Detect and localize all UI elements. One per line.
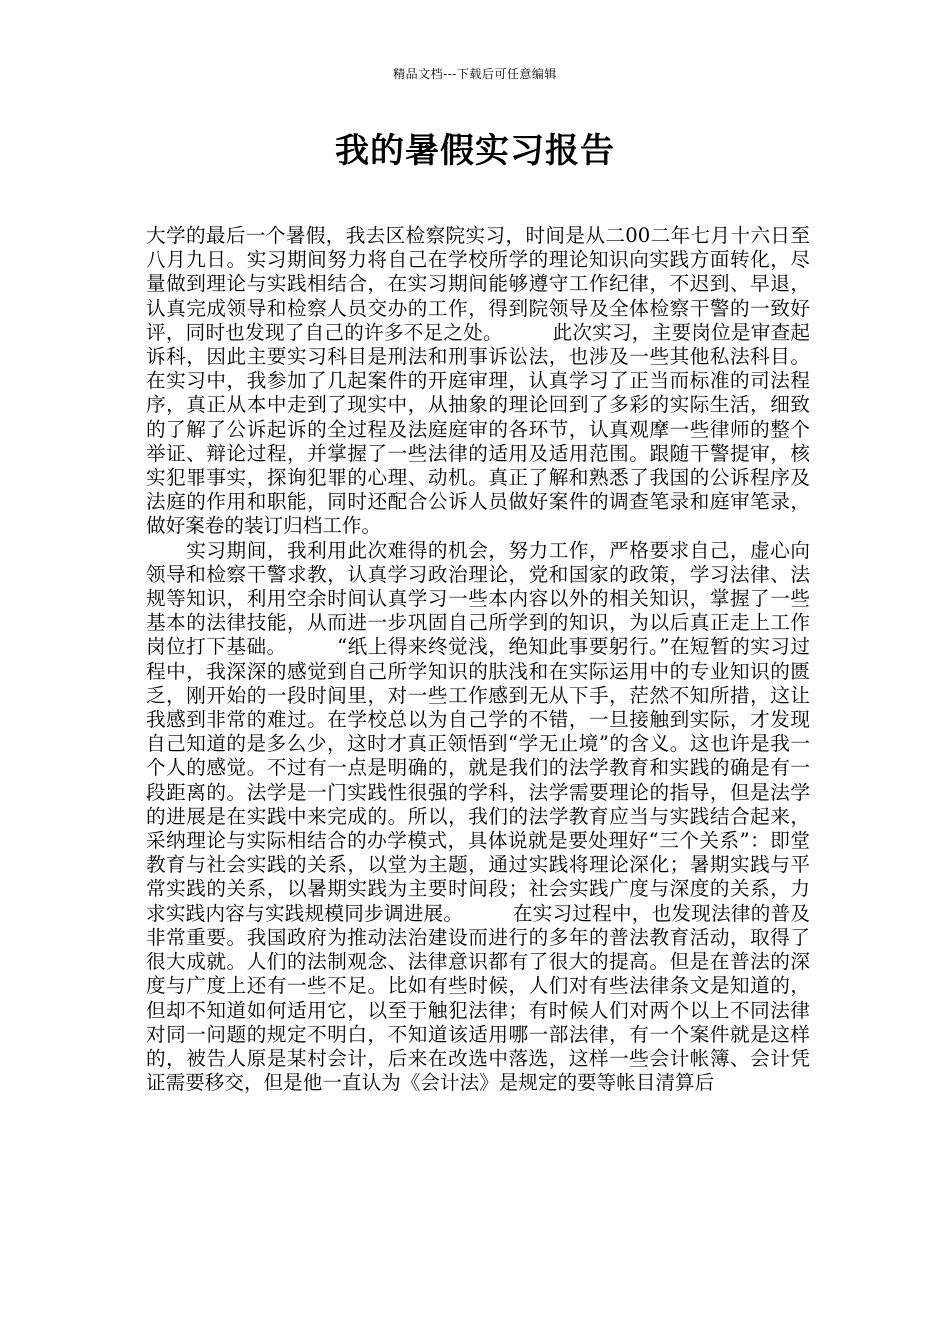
header-note: 精品文档---下载后可任意编辑 bbox=[393, 67, 557, 81]
document-body: 大学的最后一个暑假，我去区检察院实习，时间是从二00二年七月十六日至八月九日。实习期间努力将自己在学校所学的理论知识向实践方面转化，尽量做到理论与实践相结合，在实习期间能够遵守工作纪律，不迟到、早退，认真完成领导和检察人员交办的工作，得到院领导及全体检察干警的一致好评，同时也发现了自己的许多不足之处。 此次实习，主要岗位是审查起诉科，因此主要实习科目是刑法和刑事诉讼法，也涉及一些其他私法科目。在实习中，我参加了几起案件的开庭审理，认真学习了正当而标准的司法程序，真正从本中走到了现实中，从抽象的理论回到了多彩的实际生活，细致的了解了公诉起诉的全过程及法庭庭审的各环节，认真观摩一些律师的整个举证、辩论过程，并掌握了一些法律的适用及适用范围。跟随干警提审，核实犯罪事实，探询犯罪的心理、动机。真正了解和熟悉了我国的公诉程序及法庭的作用和职能，同时还配合公诉人员做好案件的调查笔录和庭审笔录，做好案卷的装订归档工作。 实习期间，我利用此次难得的机会，努力工作，严格要求自己，虚心向领导和检察干警求教，认真学习政治理论，党和国家的政策，学习法律、法规等知识，利用空余时间认真学习一些本内容以外的相关知识，掌握了一些基本的法律技能，从而进一步巩固自己所学到的知识，为以后真正走上工作岗位打下基础。 “纸上得来终觉浅，绝知此事要躬行。”在短暂的实习过程中，我深深的感觉到自己所学知识的肤浅和在实际运用中的专业知识的匮乏，刚开始的一段时间里，对一些工作感到无从下手，茫然不知所措，这让我感到非常的难过。在学校总以为自己学的不错，一旦接触到实际，才发现自己知道的是多么少，这时才真正领悟到“学无止境”的含义。这也许是我一个人的感觉。不过有一点是明确的，就是我们的法学教育和实践的确是有一段距离的。法学是一门实践性很强的学科，法学需要理论的指导，但是法学的进展是在实践中来完成的。所以，我们的法学教育应当与实践结合起来，采纳理论与实际相结合的办学模式，具体说就是要处理好“三个关系”：即堂教育与社会实践的关系，以堂为主题，通过实践将理论深化；暑期实践与平常实践的关系，以暑期实践为主要时间段；社会实践广度与深度的关系，力求实践内容与实践规模同步调进展。 在实习过程中，也发现法律的普及非常重要。我国政府为推动法治建设而进行的多年的普法教育活动，取得了很大成就。人们的法制观念、法律意识都有了很大的提高。但是在普法的深度与广度上还有一些不足。比如有些时候，人们对有些法律条文是知道的，但却不知道如何适用它，以至于触犯法律；有时候人们对两个以上不同法律对同一问题的规定不明白，不知道该适用哪一部法律，有一个案件就是这样的，被告人原是某村会计，后来在改选中落选，这样一些会计帐簿、会计凭证需要移交，但是他一直认为《会计法》是规定的要等帐目清算后 bbox=[146, 224, 810, 1095]
document-title: 我的暑假实习报告 bbox=[335, 131, 615, 171]
